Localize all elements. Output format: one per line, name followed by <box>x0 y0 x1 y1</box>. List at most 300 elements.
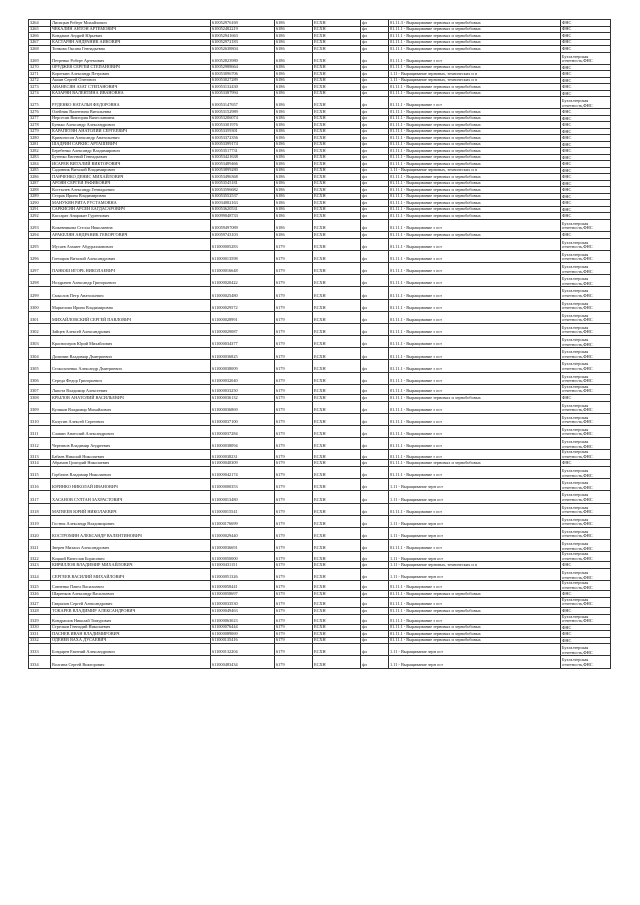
tax-code: 6179 <box>275 360 313 372</box>
reporting-source: ФНС <box>561 141 611 148</box>
inn-number: 610053596682 <box>211 187 275 194</box>
inn-number: 610052638804 <box>211 46 275 53</box>
activity-description: 1.11 - Выращивание зерн ост <box>389 656 561 668</box>
reporting-source: ФНС <box>561 154 611 161</box>
table-row <box>29 450 611 460</box>
tax-code: 6186 <box>275 232 313 239</box>
tax-code: 6179 <box>275 656 313 668</box>
entity-type: фл <box>361 540 389 552</box>
tax-code: 6179 <box>275 299 313 311</box>
tax-system: ЕСХН <box>313 299 361 311</box>
activity-description: 01.11.1 - Выращивание з ост <box>389 450 561 460</box>
row-number: 3331 <box>29 631 51 638</box>
entity-type: фл <box>361 624 389 631</box>
activity-description: 01.11.1 - Выращивание з ост <box>389 540 561 552</box>
entity-type: фл <box>361 479 389 491</box>
tax-code: 6186 <box>275 200 313 207</box>
reporting-source: ФНС <box>561 213 611 220</box>
activity-description: 01.11.1 - Выращивание з ост <box>389 238 561 250</box>
person-name: Славин Анатолий Александрович <box>51 425 211 437</box>
activity-description: 01.11.1 - Выращивание зерновых и зернобобовых <box>389 154 561 161</box>
tax-system: ЕСХН <box>313 597 361 607</box>
reporting-source: Бухгалтерская отчетность,ФНС <box>561 97 611 109</box>
entity-type: фл <box>361 71 389 78</box>
activity-description: 1.11 - Выращивание зерн ост <box>389 552 561 562</box>
tax-system: ЕСХН <box>313 614 361 624</box>
activity-description: 01.11.1 - Выращивание зерновых и зернобобовых <box>389 232 561 239</box>
inn-number: 610053517731 <box>211 148 275 155</box>
reporting-source: ФНС <box>561 148 611 155</box>
tax-system: ЕСХН <box>313 193 361 200</box>
tax-system: ЕСХН <box>313 450 361 460</box>
tax-system: ЕСХН <box>313 174 361 181</box>
row-number: 3326 <box>29 591 51 598</box>
reporting-source: ФНС <box>561 395 611 402</box>
activity-description: 1.11 - Выращивание зерн ост <box>389 479 561 491</box>
entity-type: фл <box>361 115 389 122</box>
inn-number: 610053372356 <box>211 135 275 142</box>
reporting-source: Бухгалтерская отчетность,ФНС <box>561 425 611 437</box>
person-name: Зайцев Алексей Александрович <box>51 323 211 335</box>
tax-system: ЕСХН <box>313 479 361 491</box>
tax-code: 6186 <box>275 33 313 40</box>
entity-type: фл <box>361 174 389 181</box>
table-row <box>29 540 611 552</box>
row-number: 3327 <box>29 597 51 607</box>
reporting-source: Бухгалтерская отчетность,ФНС <box>561 491 611 503</box>
activity-description: 01.11.1 - Выращивание зерновых и зернобобовых <box>389 213 561 220</box>
person-name: Шаренков Александр Васильевич <box>51 591 211 598</box>
tax-code: 6179 <box>275 336 313 348</box>
tax-system: ЕСХН <box>313 503 361 515</box>
person-name: Ляпота Владимир Алексеевич <box>51 384 211 394</box>
tax-code: 6179 <box>275 614 313 624</box>
activity-description: 01.11.1 - Выращивание з ост <box>389 299 561 311</box>
tax-code: 6179 <box>275 275 313 287</box>
person-name: Кривоносов Александр Анатольевич <box>51 135 211 142</box>
entity-type: фл <box>361 97 389 109</box>
entity-type: фл <box>361 262 389 274</box>
row-number: 3282 <box>29 148 51 155</box>
row-number: 3333 <box>29 644 51 656</box>
entity-type: фл <box>361 148 389 155</box>
row-number: 3312 <box>29 438 51 450</box>
tax-system: ЕСХН <box>313 311 361 323</box>
tax-code: 6186 <box>275 97 313 109</box>
row-number: 3270 <box>29 64 51 71</box>
person-name: Черепнов Владимир Андреевич <box>51 438 211 450</box>
tax-code: 6186 <box>275 77 313 84</box>
row-number: 3271 <box>29 71 51 78</box>
tax-system: ЕСХН <box>313 180 361 187</box>
reporting-source: ФНС <box>561 232 611 239</box>
inn-number: 611000013598 <box>211 250 275 262</box>
tax-system: ЕСХН <box>313 238 361 250</box>
person-name: ОРУДЖЕВ СЕРГЕЙ СТЕПАНОВИЧ <box>51 64 211 71</box>
inn-number: 610053027289 <box>211 77 275 84</box>
inn-number: 611000016648 <box>211 262 275 274</box>
inn-number: 611000036132 <box>211 395 275 402</box>
person-name: Долинин Владимир Дмитриевич <box>51 348 211 360</box>
tax-code: 6179 <box>275 631 313 638</box>
tax-system: ЕСХН <box>313 372 361 384</box>
person-name: КИРИЛЛОВ ВЛАДИМИР МИХАЙЛОВИЧ <box>51 562 211 569</box>
person-name: МАНУКЯН РИТА РУСТАМОВНА <box>51 200 211 207</box>
person-name: Куликов Владимир Михайлович <box>51 401 211 413</box>
reporting-source: Бухгалтерская отчетность,ФНС <box>561 262 611 274</box>
activity-description: 01.11.1 - Выращивание з ост <box>389 323 561 335</box>
tax-system: ЕСХН <box>313 323 361 335</box>
row-number: 3284 <box>29 161 51 168</box>
activity-description: 01.11.1 - Выращивание зерновых и зернобобовых <box>389 460 561 467</box>
entity-type: фл <box>361 644 389 656</box>
activity-description: 01.11.1 - Выращивание зерновых и зернобобовых <box>389 187 561 194</box>
inn-number: 611000132204 <box>211 644 275 656</box>
tax-system: ЕСХН <box>313 287 361 299</box>
table-row <box>29 425 611 437</box>
row-number: 3299 <box>29 287 51 299</box>
reporting-source: Бухгалтерская отчетность,ФНС <box>561 275 611 287</box>
activity-description: 01.11.1 - Выращивание зерновых и зернобобовых <box>389 174 561 181</box>
entity-type: фл <box>361 631 389 638</box>
person-name: Савченко Павел Васильевич <box>51 581 211 591</box>
inn-number: 611000076444 <box>211 624 275 631</box>
entity-type: фл <box>361 360 389 372</box>
tax-code: 6179 <box>275 395 313 402</box>
activity-description: 01.11.1 - Выращивание зерновых и зернобобовых <box>389 46 561 53</box>
activity-description: 01.11.1 - Выращивание з ост <box>389 597 561 607</box>
tax-code: 6186 <box>275 20 313 27</box>
activity-description: 01.11.1 - Выращивание зерновых и зернобобовых <box>389 135 561 142</box>
entity-type: фл <box>361 581 389 591</box>
entity-type: фл <box>361 515 389 527</box>
table-row <box>29 515 611 527</box>
person-name: Горбатов Владимир Николаевич <box>51 466 211 478</box>
entity-type: фл <box>361 336 389 348</box>
tax-system: ЕСХН <box>313 122 361 129</box>
reporting-source: Бухгалтерская отчетность,ФНС <box>561 413 611 425</box>
row-number: 3316 <box>29 479 51 491</box>
reporting-source: Бухгалтерская отчетность,ФНС <box>561 360 611 372</box>
person-name: МАТВЕЕВ ЮРИЙ НИКОЛАЕВИЧ <box>51 503 211 515</box>
tax-system: ЕСХН <box>313 52 361 64</box>
person-name: Бутенко Евгений Геннадьевич <box>51 154 211 161</box>
inn-number: 610053421638 <box>211 154 275 161</box>
row-number: 3315 <box>29 466 51 478</box>
entity-type: фл <box>361 413 389 425</box>
person-name: Середа Федор Григорьевич <box>51 372 211 384</box>
tax-code: 6179 <box>275 348 313 360</box>
person-name: Гончаров Виталий Александрович <box>51 250 211 262</box>
tax-code: 6186 <box>275 174 313 181</box>
inn-number: 611000058697 <box>211 591 275 598</box>
inn-number: 611000176699 <box>211 515 275 527</box>
activity-description: 01.11.1 - Выращивание зерновых и зернобобовых <box>389 33 561 40</box>
reporting-source: ФНС <box>561 608 611 615</box>
activity-description: 01.11.1 - Выращивание зерновых и зернобобовых <box>389 122 561 129</box>
activity-description: 01.11.1 - Выращивание зерновых и зернобобовых <box>389 608 561 615</box>
inn-number: 611000058441 <box>211 581 275 591</box>
tax-code: 6186 <box>275 187 313 194</box>
activity-description: 01.11.1 - Выращивание зерновых и зернобобовых <box>389 148 561 155</box>
reporting-source: Бухгалтерская отчетность,ФНС <box>561 527 611 539</box>
person-name: АРОЯН СЕРГЕЙ РАФИКОВИЧ <box>51 180 211 187</box>
inn-number: 610053206074 <box>211 115 275 122</box>
reporting-source: ФНС <box>561 20 611 27</box>
row-number: 3287 <box>29 180 51 187</box>
table-row <box>29 238 611 250</box>
reporting-source: ФНС <box>561 115 611 122</box>
tax-code: 6179 <box>275 460 313 467</box>
row-number: 3317 <box>29 491 51 503</box>
tax-code: 6186 <box>275 206 313 213</box>
inn-number: 610053301976 <box>211 122 275 129</box>
tax-code: 6179 <box>275 491 313 503</box>
tax-system: ЕСХН <box>313 206 361 213</box>
tax-code: 6179 <box>275 540 313 552</box>
entity-type: фл <box>361 109 389 116</box>
inn-number: 611000015541 <box>211 503 275 515</box>
tax-system: ЕСХН <box>313 631 361 638</box>
tax-system: ЕСХН <box>313 438 361 450</box>
tax-system: ЕСХН <box>313 591 361 598</box>
entity-type: фл <box>361 562 389 569</box>
reporting-source: Бухгалтерская отчетность,ФНС <box>561 568 611 580</box>
inn-number: 611000063023 <box>211 614 275 624</box>
row-number: 3325 <box>29 581 51 591</box>
activity-description: 01.11.1 - Выращивание зерновых и зернобобовых <box>389 64 561 71</box>
row-number: 3321 <box>29 540 51 552</box>
activity-description: 01.11.1 - Выращивание зерновых и зернобобовых <box>389 26 561 33</box>
activity-description: 01.11.1 - Выращивание з ост <box>389 503 561 515</box>
tax-system: ЕСХН <box>313 213 361 220</box>
entity-type: фл <box>361 161 389 168</box>
table-row <box>29 219 611 231</box>
tax-system: ЕСХН <box>313 84 361 91</box>
row-number: 3298 <box>29 275 51 287</box>
person-name: Петренко Роберт Артемович <box>51 52 211 64</box>
person-name: САРКИСЯН АРСЕН БАГДАСАРОВИЧ <box>51 206 211 213</box>
table-row <box>29 299 611 311</box>
tax-code: 6179 <box>275 562 313 569</box>
activity-description: 01.11.1 - Выращивание з ост <box>389 287 561 299</box>
table-row <box>29 491 611 503</box>
entity-type: фл <box>361 591 389 598</box>
tax-code: 6186 <box>275 219 313 231</box>
tax-code: 6186 <box>275 167 313 174</box>
tax-system: ЕСХН <box>313 540 361 552</box>
person-name: АРАКЕЛЯН АНДРАНИК ГЕВОРГОВИЧ <box>51 232 211 239</box>
activity-description: 01.11.1 - Выращивание з ост <box>389 275 561 287</box>
entity-type: фл <box>361 84 389 91</box>
tax-system: ЕСХН <box>313 135 361 142</box>
activity-description: 01.11.1 - Выращивание зерновых и зернобобовых <box>389 84 561 91</box>
tax-code: 6186 <box>275 115 313 122</box>
entity-type: фл <box>361 656 389 668</box>
person-name: ПАСНЕВ ИВАН ВЛАДИМИРОВИЧ <box>51 631 211 638</box>
row-number: 3281 <box>29 141 51 148</box>
row-number: 3272 <box>29 77 51 84</box>
reporting-source: ФНС <box>561 624 611 631</box>
tax-system: ЕСХН <box>313 115 361 122</box>
tax-system: ЕСХН <box>313 200 361 207</box>
tax-system: ЕСХН <box>313 568 361 580</box>
tax-code: 6186 <box>275 148 313 155</box>
activity-description: 1.11 - Выращивание зерн ост <box>389 491 561 503</box>
person-name: АВАНЕСЯН АЗАТ СТЕПАНОВИЧ <box>51 84 211 91</box>
tax-code: 6179 <box>275 624 313 631</box>
tax-system: ЕСХН <box>313 167 361 174</box>
activity-description: 1.11 - Выращивание зерн ост <box>389 527 561 539</box>
reporting-source: ФНС <box>561 174 611 181</box>
tax-system: ЕСХН <box>313 275 361 287</box>
reporting-source: Бухгалтерская отчетность,ФНС <box>561 219 611 231</box>
reporting-source: ФНС <box>561 167 611 174</box>
person-name: Олейник Валентина Витальевна <box>51 109 211 116</box>
tax-system: ЕСХН <box>313 33 361 40</box>
entity-type: фл <box>361 460 389 467</box>
row-number: 3293 <box>29 219 51 231</box>
tax-code: 6179 <box>275 608 313 615</box>
reporting-source: ФНС <box>561 122 611 129</box>
entity-type: фл <box>361 466 389 478</box>
tax-system: ЕСХН <box>313 219 361 231</box>
person-name: КОСТРОМИН АЛЕКСАНДР ВАЛЕНТИНОВИЧ <box>51 527 211 539</box>
activity-description: 01.11.1 - Выращивание з ост <box>389 97 561 109</box>
row-number: 3277 <box>29 115 51 122</box>
activity-description: 01.11.1 - Выращивание зерновых и зернобобовых <box>389 637 561 644</box>
person-name: КАЗАРЯН ВАЛЕНТИНА ИВАНОВНА <box>51 90 211 97</box>
entity-type: фл <box>361 187 389 194</box>
inn-number: 611000040309 <box>211 460 275 467</box>
row-number: 3288 <box>29 187 51 194</box>
row-number: 3276 <box>29 109 51 116</box>
table-row <box>29 438 611 450</box>
tax-code: 6179 <box>275 568 313 580</box>
activity-description: 01.11.1 - Выращивание з ост <box>389 581 561 591</box>
tax-system: ЕСХН <box>313 26 361 33</box>
tax-system: ЕСХН <box>313 466 361 478</box>
row-number: 3306 <box>29 372 51 384</box>
entity-type: фл <box>361 167 389 174</box>
tax-system: ЕСХН <box>313 515 361 527</box>
person-name: Короткин Александр Петрович <box>51 71 211 78</box>
person-name: Бондарев Евгений Александрович <box>51 644 211 656</box>
inn-number: 610052823980 <box>211 52 275 64</box>
activity-description: 01.11.1 - Выращивание зерновых и зернобобовых <box>389 206 561 213</box>
table-row <box>29 372 611 384</box>
tax-code: 6179 <box>275 450 313 460</box>
inn-number: 610053152989 <box>211 109 275 116</box>
tax-system: ЕСХН <box>313 552 361 562</box>
tax-code: 6186 <box>275 64 313 71</box>
inn-number: 611000000353 <box>211 479 275 491</box>
inn-number: 611000038231 <box>211 450 275 460</box>
tax-system: ЕСХН <box>313 250 361 262</box>
table-row <box>29 656 611 668</box>
row-number: 3301 <box>29 311 51 323</box>
reporting-source: Бухгалтерская отчетность,ФНС <box>561 384 611 394</box>
activity-description: 01.11.1 - Выращивание зерновых и зернобобовых <box>389 193 561 200</box>
activity-description: 01.11.1 - Выращивание з ост <box>389 360 561 372</box>
person-name: ШАДРИН САРКИС АРТАШЕВИЧ <box>51 141 211 148</box>
entity-type: фл <box>361 206 389 213</box>
inn-number: 610052941663 <box>211 33 275 40</box>
table-row <box>29 466 611 478</box>
inn-number: 611000036691 <box>211 540 275 552</box>
table-row <box>29 311 611 323</box>
reporting-source: Бухгалтерская отчетность,ФНС <box>561 479 611 491</box>
entity-type: фл <box>361 128 389 135</box>
tax-code: 6179 <box>275 323 313 335</box>
row-number: 3279 <box>29 128 51 135</box>
table-row <box>29 348 611 360</box>
tax-system: ЕСХН <box>313 97 361 109</box>
entity-type: фл <box>361 299 389 311</box>
tax-system: ЕСХН <box>313 262 361 274</box>
reporting-source: ФНС <box>561 109 611 116</box>
table-row <box>29 275 611 287</box>
entity-type: фл <box>361 614 389 624</box>
reporting-source: ФНС <box>561 161 611 168</box>
row-number: 3292 <box>29 213 51 220</box>
tax-system: ЕСХН <box>313 395 361 402</box>
tax-code: 6186 <box>275 213 313 220</box>
activity-description: 01.11.1 - Выращивание зерновых и зернобобовых <box>389 90 561 97</box>
person-name: Мусаев Ахмиет Абдурахманович <box>51 238 211 250</box>
entity-type: фл <box>361 250 389 262</box>
person-name: Акоян Сергей Олегович <box>51 77 211 84</box>
entity-type: фл <box>361 90 389 97</box>
person-name: Кондаков Андрей Юрьевич <box>51 33 211 40</box>
activity-description: 01.11.1 - Выращивание зерновых и зернобобовых <box>389 161 561 168</box>
table-row <box>29 614 611 624</box>
entity-type: фл <box>361 395 389 402</box>
activity-description: 01.11.1 - Выращивание з ост <box>389 262 561 274</box>
row-number: 3319 <box>29 515 51 527</box>
inn-number: 611000005283 <box>211 238 275 250</box>
table-row <box>29 597 611 607</box>
person-name: МИХАЙЛОВСКИЙ СЕРГЕЙ ПАВЛОВИЧ <box>51 311 211 323</box>
tax-code: 6186 <box>275 90 313 97</box>
row-number: 3285 <box>29 167 51 174</box>
activity-description: 1.11 - Выращивание зерновых, технических и п <box>389 167 561 174</box>
inn-number: 611000033250 <box>211 384 275 394</box>
entity-type: фл <box>361 141 389 148</box>
table-row <box>29 644 611 656</box>
tax-code: 6179 <box>275 262 313 274</box>
inn-number: 611000042174 <box>211 466 275 478</box>
entity-type: фл <box>361 491 389 503</box>
row-number: 3303 <box>29 336 51 348</box>
tax-system: ЕСХН <box>313 413 361 425</box>
inn-number: 610053147657 <box>211 97 275 109</box>
reporting-source: ФНС <box>561 71 611 78</box>
inn-number: 611000034377 <box>211 336 275 348</box>
reporting-source: ФНС <box>561 84 611 91</box>
person-name: ХАСАНОВ СУЛТАН ЗАХРАСТОВИЧ <box>51 491 211 503</box>
reporting-source: Бухгалтерская отчетность,ФНС <box>561 336 611 348</box>
tax-system: ЕСХН <box>313 336 361 348</box>
row-number: 3273 <box>29 84 51 91</box>
inn-number: 611000029572 <box>211 299 275 311</box>
entity-type: фл <box>361 200 389 207</box>
person-name: ОДЕНЕВ ВАХА ДУСАЕВИЧ <box>51 637 211 644</box>
row-number: 3320 <box>29 527 51 539</box>
tax-system: ЕСХН <box>313 187 361 194</box>
tax-code: 6186 <box>275 141 313 148</box>
person-name: Костылев Александр Геннадьевич <box>51 187 211 194</box>
